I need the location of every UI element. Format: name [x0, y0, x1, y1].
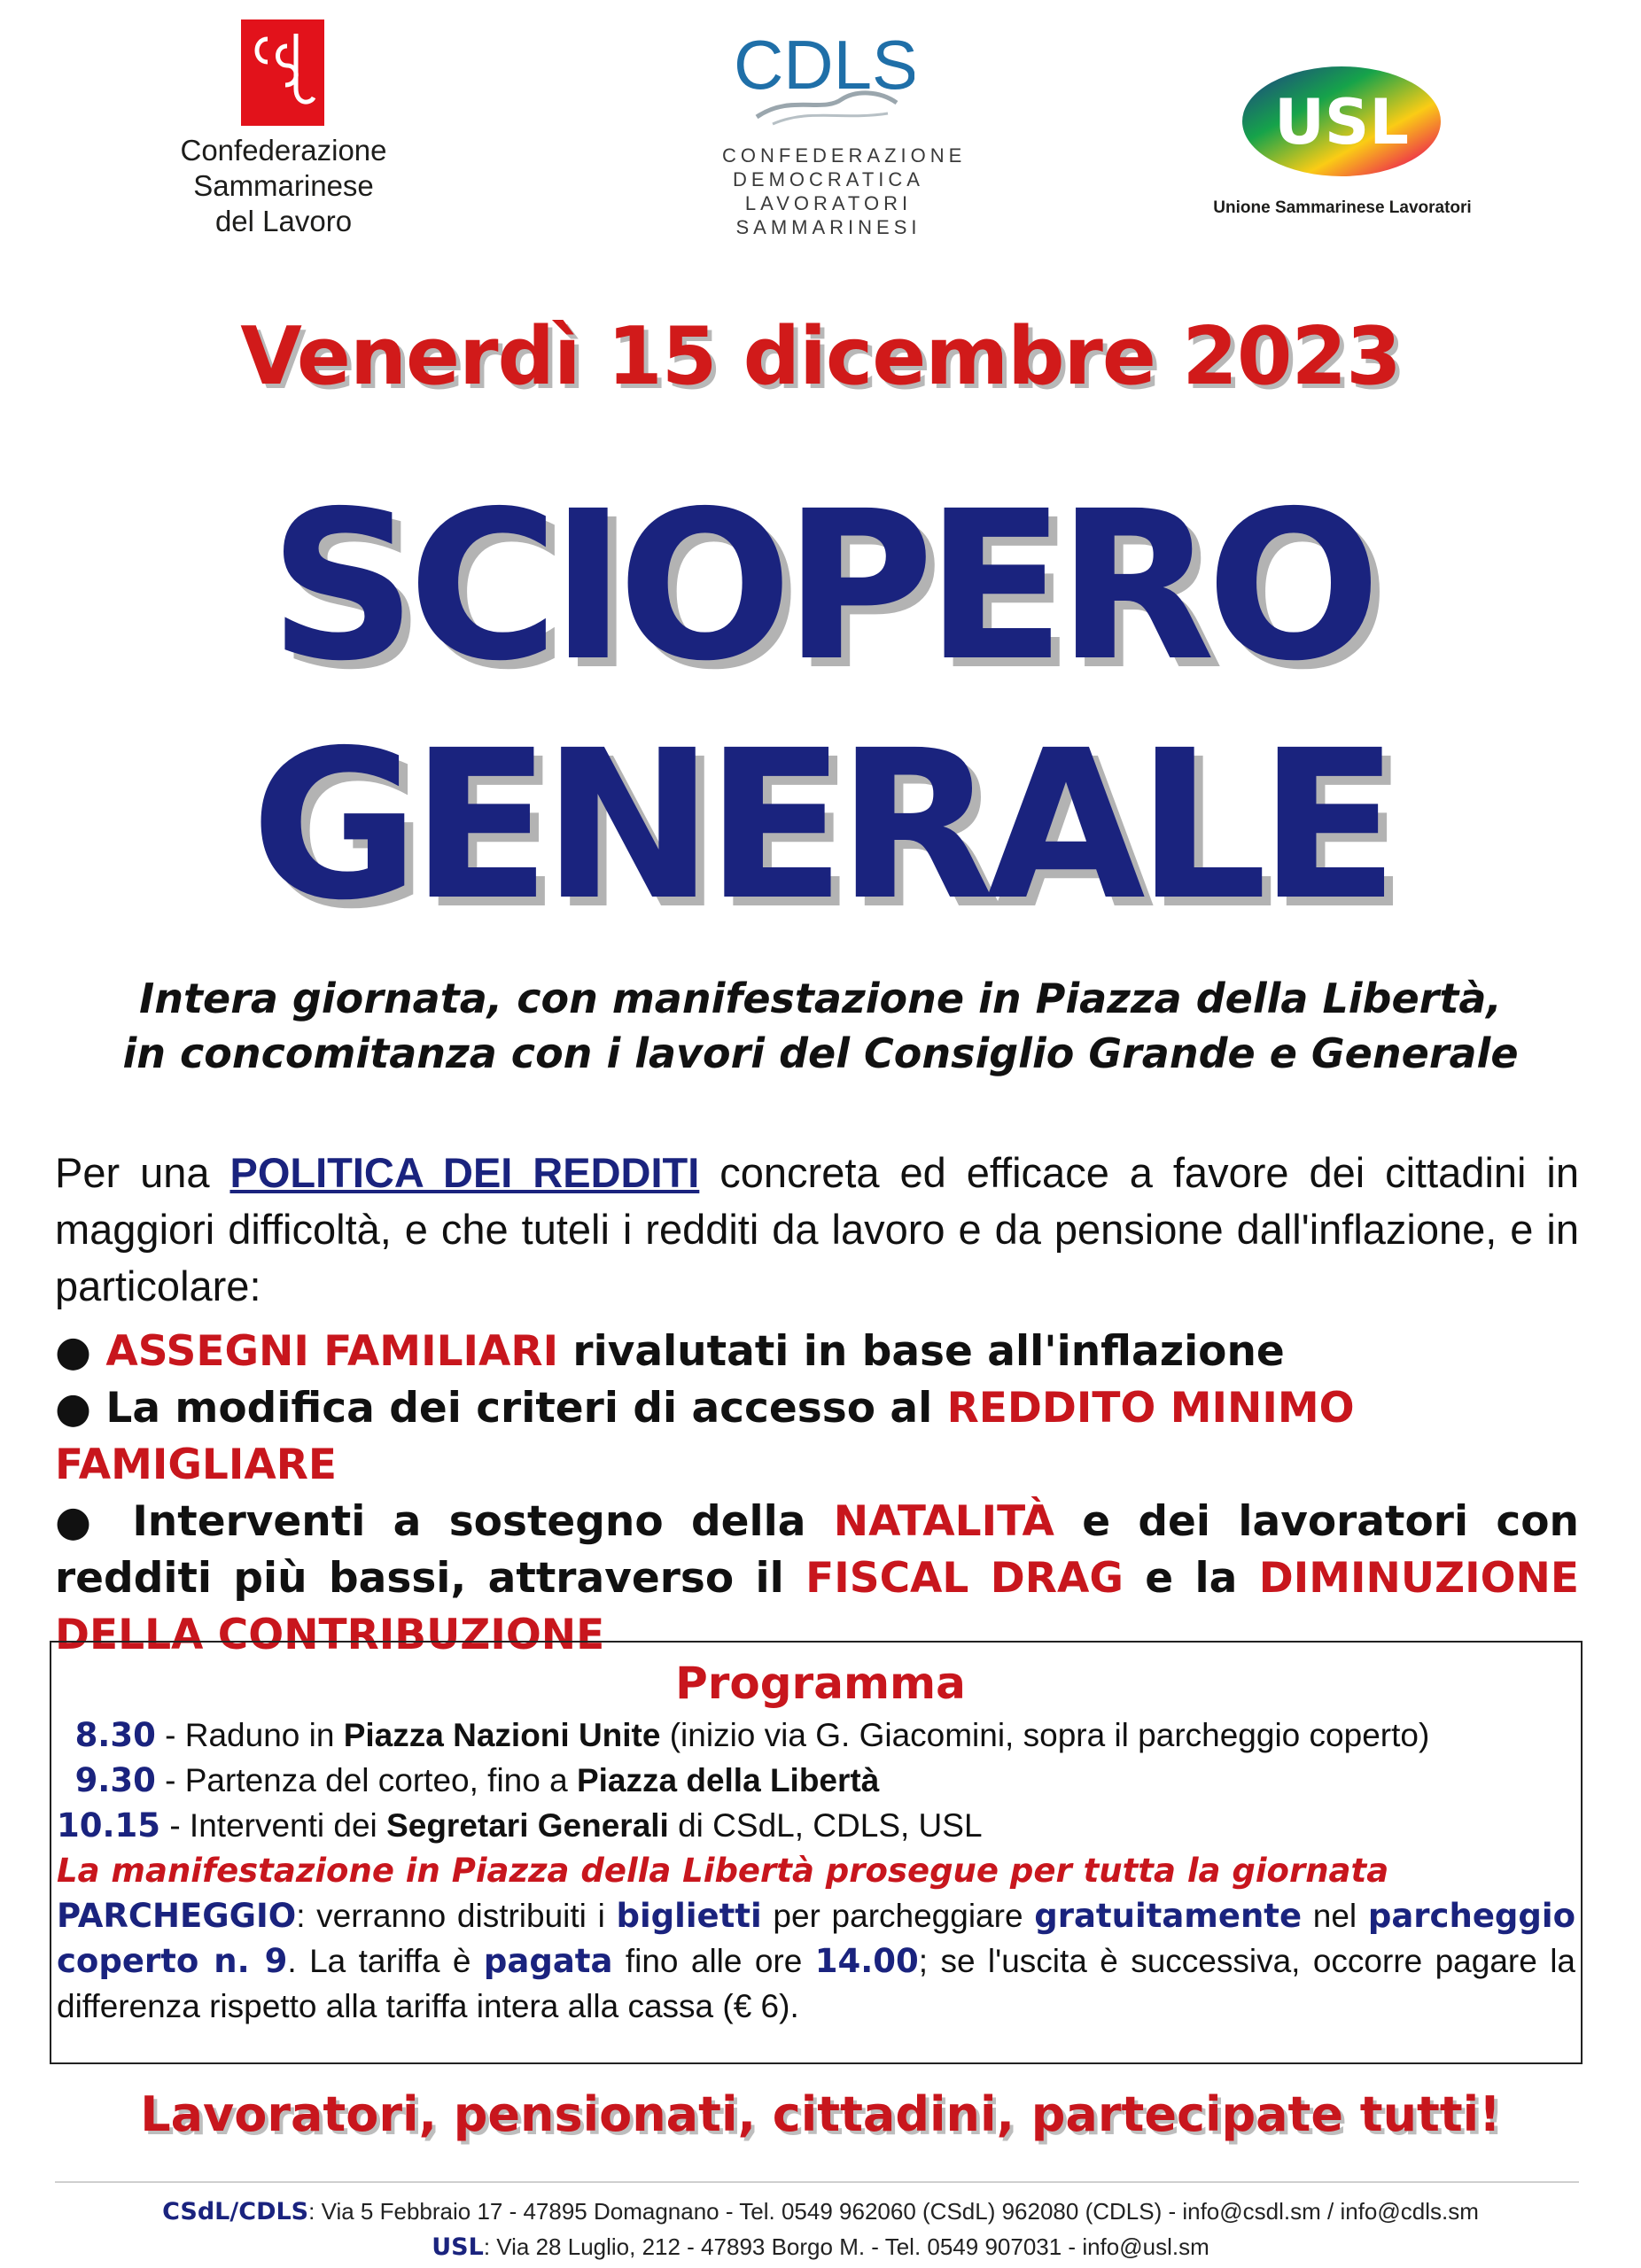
cdls-name-line: CONFEDERAZIONE: [722, 144, 967, 167]
schedule-text: (inizio via G. Giacomini, sopra il parcheggio coperto): [660, 1717, 1430, 1753]
footer-csdl-cdls: [0, 2194, 1641, 2230]
bullet-icon: ●: [55, 1497, 105, 1546]
parking-highlight: pagata: [483, 1942, 613, 1980]
schedule-text: di CSdL, CDLS, USL: [668, 1807, 983, 1844]
demands-list: [55, 1324, 1579, 1664]
schedule-item: [57, 1713, 1575, 1758]
csdl-emblem: [241, 19, 324, 126]
parking-text: per parcheggiare: [761, 1898, 1035, 1934]
schedule-time: 10.15: [57, 1806, 161, 1845]
bullet-text: e dei lavoratori con redditi più bassi, attraverso il: [55, 1497, 1579, 1603]
subtitle-line-1: [0, 971, 1641, 1026]
list-item: [55, 1380, 1579, 1494]
footer-divider: [55, 2181, 1579, 2183]
intro-paragraph: [55, 1145, 1579, 1315]
schedule-item: [57, 1803, 1575, 1848]
subtitle-place: Piazza della Libertà: [1035, 975, 1487, 1022]
intro-text: concreta ed efficace a favore dei cittadini in maggiori difficoltà, e che tuteli i redditi da lavoro e da pensione dall'inflazione, e in particolare:: [55, 1149, 1580, 1309]
bullet-text: [91, 1327, 105, 1376]
manifestazione-note: La manifestazione in Piazza della Libertà prosegue per tutta la giornata: [57, 1852, 1389, 1890]
closing-call: Lavoratori, pensionati, cittadini, partecipate tutti!: [140, 2086, 1501, 2142]
schedule-text: - Partenza del corteo, fino a: [155, 1762, 577, 1798]
bullet-highlight: NATALITÀ: [833, 1497, 1054, 1546]
headline-generale: GENERALE: [250, 706, 1391, 945]
schedule-time: 9.30: [74, 1761, 156, 1799]
parking-text: : verranno distribuiti i: [296, 1898, 617, 1934]
usl-emblem: [1240, 64, 1443, 179]
parking-highlight: gratuitamente: [1034, 1897, 1303, 1935]
usl-acronym: USL: [1274, 86, 1409, 159]
bullet-text: Interventi a sostegno della: [104, 1497, 834, 1546]
footer-text: : Via 5 Febbraio 17 - 47895 Domagnano - Tel. 0549 962060 (CSdL) 962080 (CDLS) - info@csdl.sm / info@cdls.sm: [308, 2198, 1479, 2225]
subtitle-text: ,: [1486, 975, 1502, 1022]
bullet-text: e la: [1123, 1554, 1259, 1603]
parking-highlight: 14.00: [814, 1942, 919, 1980]
cdls-name: [722, 144, 967, 239]
csdl-name-line: del Lavoro: [214, 205, 353, 237]
cdls-name-line: SAMMARINESI: [735, 216, 922, 238]
subtitle-line-2: in concomitanza con i lavori del Consiglio Grande e Generale: [122, 1029, 1519, 1077]
headline-sciopero: SCIOPERO: [268, 467, 1373, 706]
bullet-icon: ●: [55, 1327, 92, 1376]
list-item: [55, 1494, 1579, 1664]
intro-text: Per una: [55, 1149, 230, 1196]
csdl-name: [133, 133, 434, 239]
bullet-highlight: DIMINUZIONE DELLA CONTRIBUZIONE: [55, 1554, 1579, 1659]
schedule-place: Segretari Generali: [386, 1807, 669, 1844]
schedule-text: - Interventi dei: [160, 1807, 387, 1844]
cdls-acronym: CDLS: [737, 28, 914, 104]
schedule-place: Piazza Nazioni Unite: [343, 1717, 661, 1753]
cdls-emblem: [737, 28, 914, 135]
parking-info: [57, 1893, 1575, 2029]
footer-text: : Via 28 Luglio, 212 - 47893 Borgo M. - Tel. 0549 907031 - info@usl.sm: [483, 2233, 1209, 2260]
parking-text: ; se l'uscita è successiva, occorre pagare la differenza rispetto alla tariffa intera alla cassa (€ 6).: [57, 1943, 1576, 2024]
footer-label: CSdL/CDLS: [162, 2198, 309, 2225]
parking-highlight: parcheggio coperto n. 9: [57, 1897, 1575, 1980]
schedule-item: [57, 1758, 1575, 1803]
list-item: [55, 1324, 1579, 1380]
programma-title: Programma: [675, 1658, 966, 1709]
bullet-highlight: REDDITO MINIMO FAMIGLIARE: [55, 1384, 1355, 1489]
footer-usl: [0, 2229, 1641, 2265]
parking-label: PARCHEGGIO: [57, 1897, 297, 1935]
csdl-name-line: Confederazione: [180, 134, 387, 167]
policy-highlight: POLITICA DEI REDDITI: [229, 1149, 700, 1196]
schedule-text: - Raduno in: [155, 1717, 344, 1753]
strike-date: Venerdì 15 dicembre 2023: [240, 310, 1401, 403]
subtitle: [0, 971, 1641, 1081]
schedule-place: Piazza della Libertà: [576, 1762, 880, 1798]
bullet-icon: ●: [55, 1384, 92, 1433]
usl-caption: Unione Sammarinese Lavoratori: [1213, 198, 1472, 217]
cdls-name-line: LAVORATORI: [744, 192, 913, 214]
footer-label: USL: [432, 2233, 484, 2261]
parking-text: fino alle ore: [612, 1943, 815, 1979]
csdl-name-line: Sammarinese: [193, 169, 374, 202]
bullet-highlight: FISCAL DRAG: [805, 1554, 1124, 1603]
subtitle-text: Intera giornata, con manifestazione in: [139, 975, 1036, 1022]
bullet-text: La modifica dei criteri di accesso al: [91, 1384, 947, 1433]
cdls-name-line: DEMOCRATICA: [733, 168, 924, 190]
parking-highlight: biglietti: [616, 1897, 762, 1935]
schedule-time: 8.30: [74, 1716, 156, 1754]
bullet-highlight: ASSEGNI FAMILIARI: [105, 1327, 559, 1376]
bullet-text: rivalutati in base all'inflazione: [558, 1327, 1285, 1376]
parking-text: nel: [1302, 1898, 1368, 1934]
parking-text: . La tariffa è: [287, 1943, 484, 1979]
programma-list: [57, 1713, 1575, 2029]
